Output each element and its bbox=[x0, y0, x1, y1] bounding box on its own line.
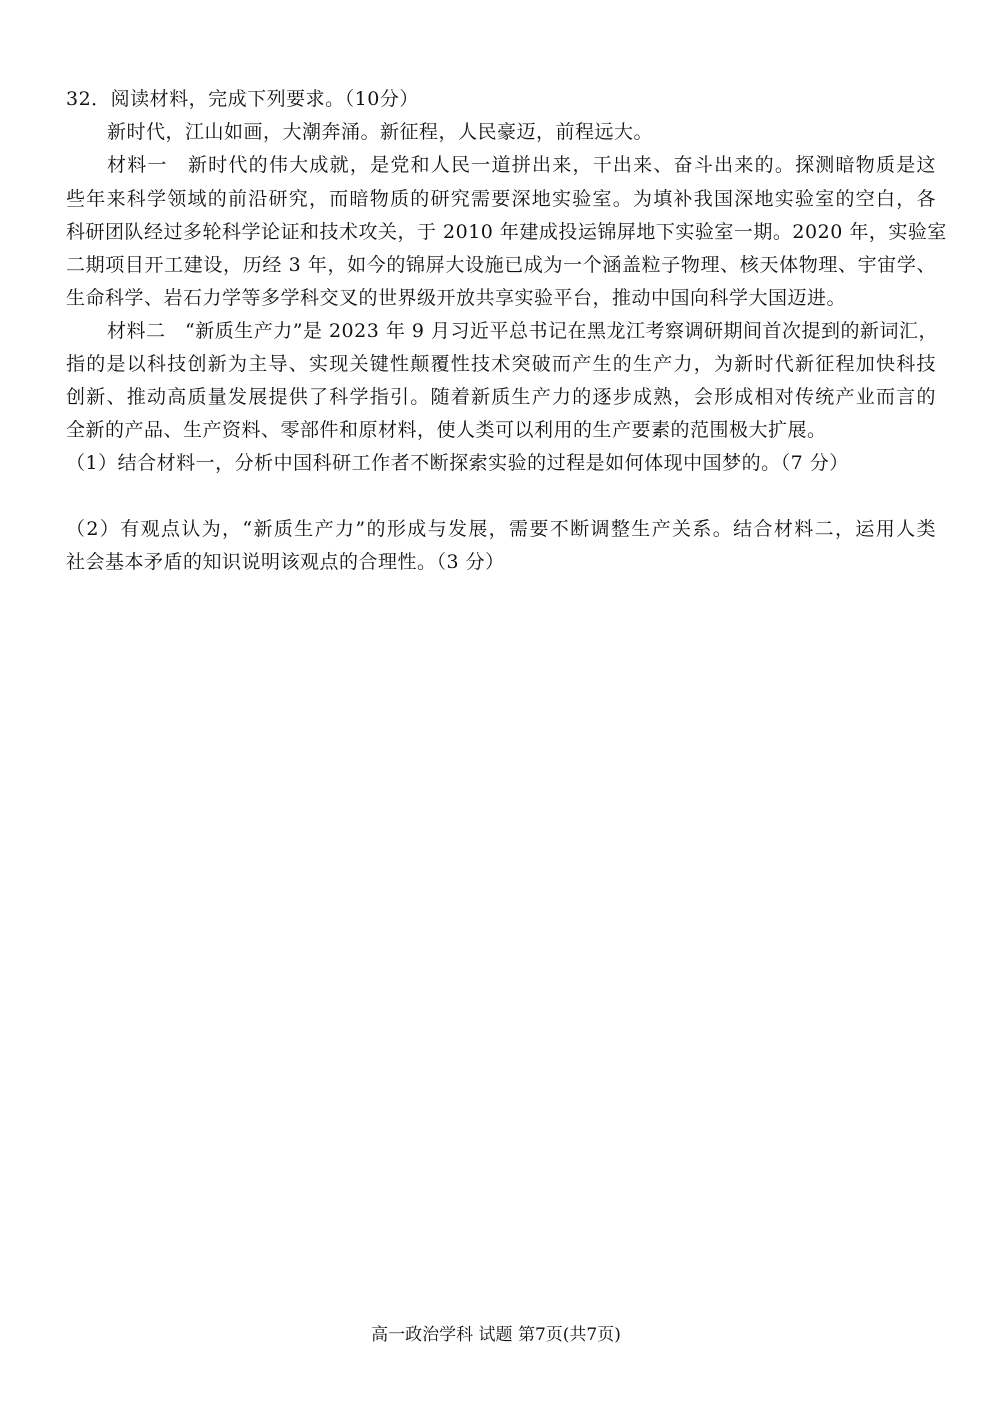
material-two-line: 材料二 “新质生产力”是 2023 年 9 月习近平总书记在黑龙江考察调研期间首次提到的新词汇， bbox=[107, 320, 939, 342]
material-one-line: 二期项目开工建设，历经 3 年，如今的锦屏大设施已成为一个涵盖粒子物理、核天体物理、宇宙学、 bbox=[66, 254, 936, 276]
material-one-line: 材料一 新时代的伟大成就，是党和人民一道拼出来，干出来、奋斗出来的。探测暗物质是这 bbox=[107, 154, 936, 176]
material-two-line: 指的是以科技创新为主导、实现关键性颠覆性技术突破而产生的生产力，为新时代新征程加快科技 bbox=[66, 353, 936, 375]
material-one-line: 科研团队经过多轮科学论证和技术攻关，于 2010 年建成投运锦屏地下实验室一期。2020 年，实验室 bbox=[66, 221, 947, 243]
page-footer: 高一政治学科 试题 第7页(共7页) bbox=[371, 1325, 621, 1345]
intro-text: 新时代，江山如画，大潮奔涌。新征程，人民豪迈，前程远大。 bbox=[107, 121, 654, 143]
material-two-line: 全新的产品、生产资料、零部件和原材料，使人类可以利用的生产要素的范围极大扩展。 bbox=[66, 419, 827, 441]
sub-question-2-line: （2）有观点认为，“新质生产力”的形成与发展，需要不断调整生产关系。结合材料二，运用人类 bbox=[66, 518, 936, 540]
material-one-line: 些年来科学领域的前沿研究，而暗物质的研究需要深地实验室。为填补我国深地实验室的空白，各 bbox=[66, 188, 936, 210]
material-two-line: 创新、推动高质量发展提供了科学指引。随着新质生产力的逐步成熟，会形成相对传统产业而言的 bbox=[66, 386, 936, 408]
sub-question-2-line: 社会基本矛盾的知识说明该观点的合理性。（3 分） bbox=[66, 551, 505, 573]
question-header: 32．阅读材料，完成下列要求。（10分） bbox=[66, 88, 419, 110]
material-one-line: 生命科学、岩石力学等多学科交叉的世界级开放共享实验平台，推动中国向科学大国迈进。 bbox=[66, 287, 847, 309]
sub-question-1: （1）结合材料一，分析中国科研工作者不断探索实验的过程是如何体现中国梦的。（7 分） bbox=[66, 452, 849, 474]
